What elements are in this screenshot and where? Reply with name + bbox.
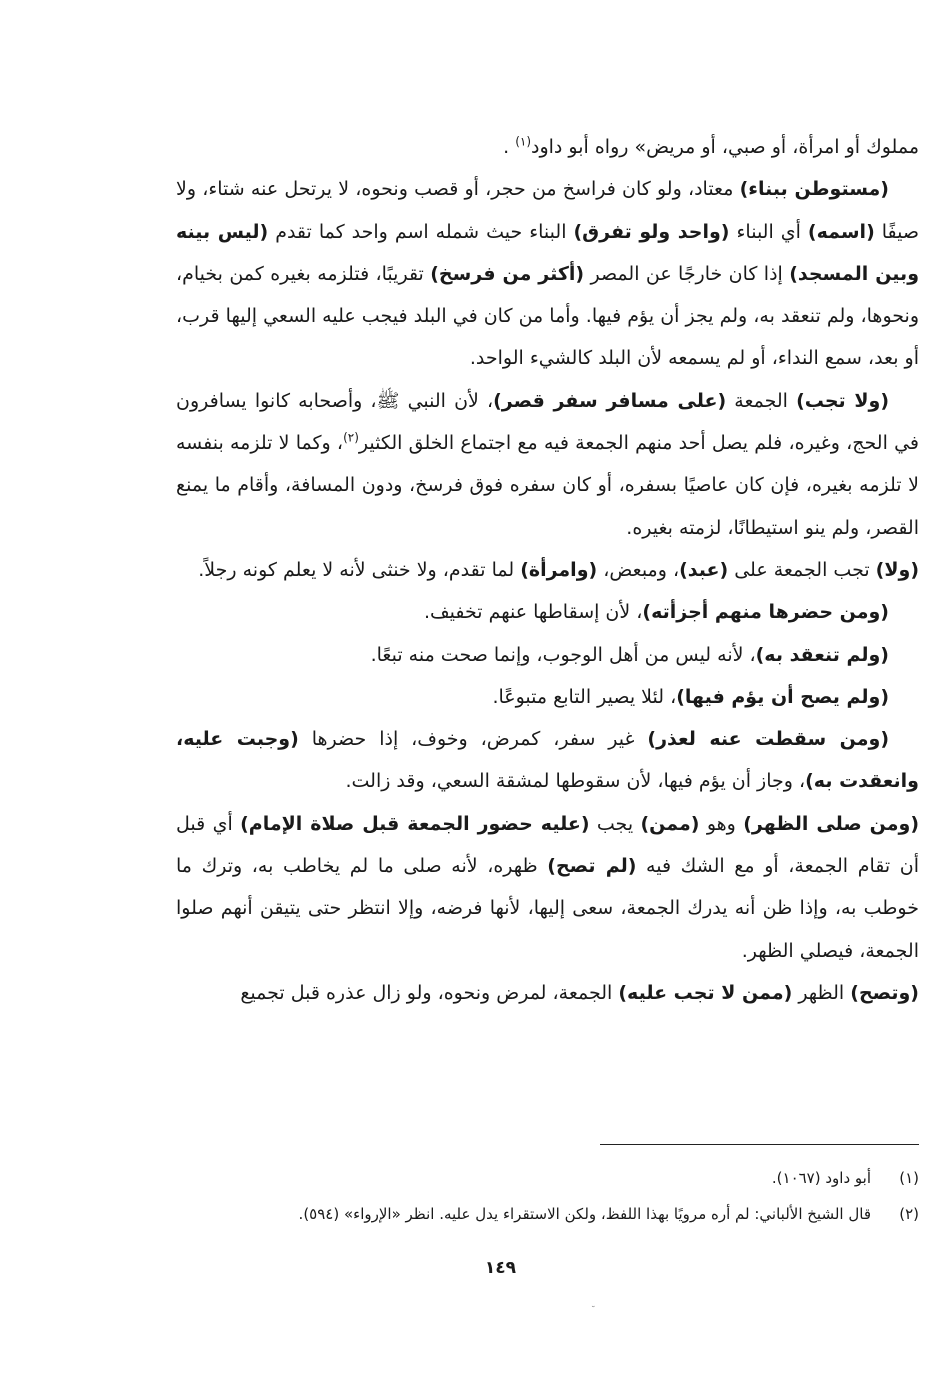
matn-term: (وامرأة) bbox=[520, 558, 598, 581]
text-run: ، وكما لا تلزمه بنفسه لا تلزمه بغيره، فإن كان عاصيًا بسفره، أو كان سفره فوق فرسخ، ودون المسافة، وأقام ما يمنع القصر، ولم ينو استيطانًا، لزمته بغيره. bbox=[176, 432, 919, 539]
matn-term: (عليه حضور الجمعة قبل صلاة الإمام) bbox=[240, 812, 590, 835]
text-run: أي قبل أن تقام الجمعة، أو مع الشك فيه bbox=[176, 812, 919, 878]
matn-term: (مستوطن ببناء) bbox=[739, 178, 889, 201]
text-run: الجمعة bbox=[726, 389, 797, 412]
matn-term: (ولم تنعقد به) bbox=[755, 643, 889, 666]
text-run: الجمعة، لمرض ونحوه، ولو زال عذره قبل تجميع bbox=[240, 981, 619, 1004]
text-run: ، ومبعض، bbox=[597, 558, 680, 581]
text-run: ، لأن إسقاطها عنهم تخفيف. bbox=[423, 601, 643, 624]
paragraph-6 bbox=[176, 634, 919, 676]
matn-term: (ولا تجب) bbox=[796, 389, 890, 412]
text-run: ، وجاز أن يؤم فيها، لأن سقوطها لمشقة السعي، وقد زالت. bbox=[345, 770, 806, 793]
matn-term: (ولا) bbox=[875, 558, 919, 581]
text-run: ، لئلا يصير التابع متبوعًا. bbox=[492, 685, 677, 708]
text-run: البناء حيث شمله اسم واحد كما تقدم bbox=[268, 220, 574, 243]
footnote-2 bbox=[176, 1196, 919, 1232]
paragraph-1 bbox=[176, 126, 919, 168]
matn-term: (عبد) bbox=[679, 558, 729, 581]
paragraph-5 bbox=[176, 591, 919, 633]
page-number: ١٤٩ bbox=[484, 1258, 517, 1278]
matn-term: (ومن صلى الظهر) bbox=[743, 812, 920, 835]
matn-term: (لم تصح) bbox=[547, 855, 637, 878]
footnote-text: أبو داود (١٠٦٧). bbox=[771, 1169, 871, 1187]
text-run: تقريبًا، فتلزمه بغيره كمن بخيام، ونحوها، ولم تنعقد به، ولم يجز أن يؤم فيها. وأما من كان في البلد فيجب عليه السعي إليها قرب، أو بعد، سمع النداء، أو لم يسمعه لأن البلد كالشيء الواحد. bbox=[176, 262, 919, 370]
text-run: ظهره، لأنه صلى ما لم يخاطب به، وترك ما خوطب به، وإذا ظن أنه يدرك الجمعة، سعى إليها، لأنها فرضه، وإلا انتظر حتى يتيقن أنهم صلوا الجمعة، فيصلي الظهر. bbox=[176, 855, 919, 962]
text-run: الظهر bbox=[792, 981, 851, 1004]
paragraph-4 bbox=[176, 549, 919, 591]
matn-term: (على مسافر سفر قصر) bbox=[493, 389, 727, 412]
paragraph-2 bbox=[176, 168, 919, 379]
paragraph-3 bbox=[176, 380, 919, 549]
text-run: يجب bbox=[589, 812, 641, 835]
text-run: . bbox=[503, 136, 516, 158]
paragraph-8 bbox=[176, 718, 919, 803]
paragraph-7 bbox=[176, 676, 919, 718]
paragraph-10 bbox=[176, 972, 919, 1014]
print-mark-icon: ˘ bbox=[591, 1306, 596, 1316]
footnote-text: قال الشيخ الألباني: لم أره مرويًا بهذا اللفظ، ولكن الاستقراء يدل عليه. انظر «الإرواء» (٥٩٤). bbox=[298, 1205, 871, 1223]
text-run: إذا كان خارجًا عن المصر bbox=[584, 262, 790, 285]
footnote-ref-2[interactable]: (٢) bbox=[343, 430, 359, 445]
footnote-ref-1[interactable]: (١) bbox=[515, 134, 532, 149]
text-run: معتاد، ولو كان فراسخ من حجر، أو قصب ونحوه، لا يرتحل عنه شتاء، ولا صيفًا bbox=[176, 178, 920, 243]
main-text bbox=[176, 126, 919, 1014]
matn-term: (ليس بينه وبين المسجد) bbox=[176, 220, 919, 285]
text-run: تجب الجمعة على bbox=[728, 558, 876, 581]
matn-term: (اسمه) bbox=[807, 220, 875, 243]
text-run: لما تقدم، ولا خنثى لأنه لا يعلم كونه رجلاً. bbox=[198, 558, 521, 581]
matn-term: (ومن حضرها منهم أجزأته) bbox=[642, 601, 889, 624]
text-run: غير سفر، كمرض، وخوف، إذا حضرها bbox=[298, 728, 648, 751]
footnote-number: (٢) bbox=[899, 1205, 919, 1223]
text-run: أي البناء bbox=[729, 220, 808, 243]
text-run: مملوك أو امرأة، أو صبي، أو مريض» رواه أبو داود bbox=[531, 136, 919, 158]
footnote-separator bbox=[600, 1144, 919, 1145]
footnotes bbox=[176, 1160, 919, 1232]
matn-term: (واحد ولو تفرق) bbox=[573, 220, 730, 243]
matn-term: (ممن) bbox=[640, 812, 700, 835]
matn-term: (وتصح) bbox=[850, 981, 919, 1004]
matn-term: (ممن لا تجب عليه) bbox=[618, 981, 793, 1004]
footnote-number: (١) bbox=[899, 1169, 919, 1187]
text-run: ، لأن النبي ﷺ، وأصحابه كانوا يسافرون في الحج، وغيره، فلم يصل أحد منهم الجمعة فيه مع اجتماع الخلق الكثير bbox=[176, 389, 919, 455]
text-run: وهو bbox=[699, 812, 744, 835]
matn-term: (أكثر من فرسخ) bbox=[430, 262, 585, 285]
footnote-1 bbox=[176, 1160, 919, 1196]
text-run: ، لأنه ليس من أهل الوجوب، وإنما صحت منه تبعًا. bbox=[370, 643, 756, 666]
paragraph-9 bbox=[176, 803, 919, 972]
matn-term: (ومن سقطت عنه لعذر) bbox=[647, 728, 889, 751]
matn-term: (وجبت عليه، وانعقدت به) bbox=[176, 728, 919, 793]
matn-term: (ولم يصح أن يؤم فيها) bbox=[676, 685, 889, 708]
